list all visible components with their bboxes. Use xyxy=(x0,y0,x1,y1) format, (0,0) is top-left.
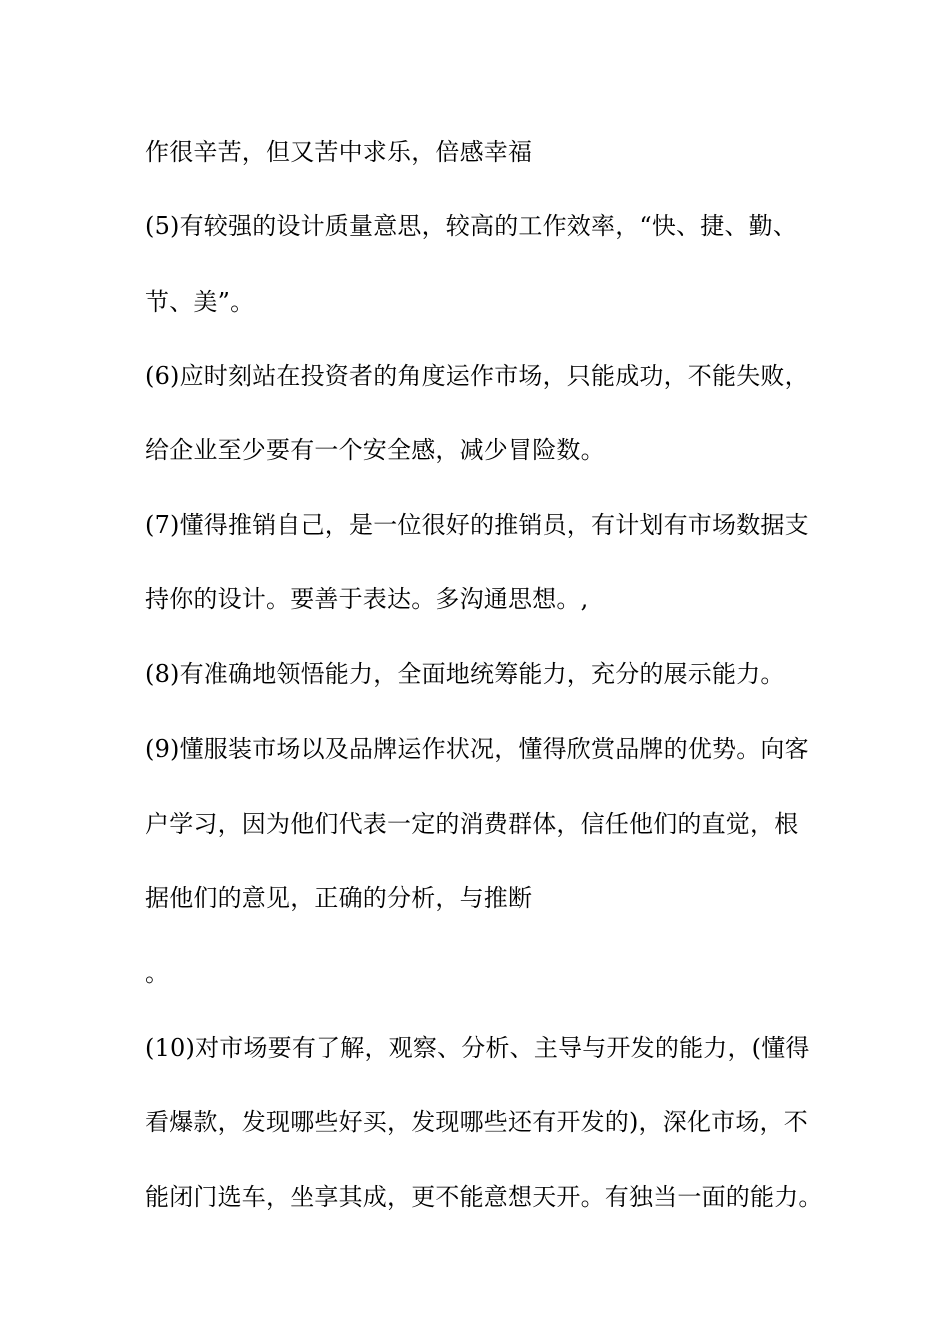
text-line: 作很辛苦，但又苦中求乐，倍感幸福 xyxy=(145,138,533,166)
text-line: 节、美”。 xyxy=(145,288,255,316)
text-line: (9)懂服装市场以及品牌运作状况，懂得欣赏品牌的优势。向客 xyxy=(145,735,809,763)
text-line: 给企业至少要有一个安全感，减少冒险数。 xyxy=(145,436,605,464)
text-line: 持你的设计。要善于表达。多沟通思想。, xyxy=(145,585,589,613)
text-line: (6)应时刻站在投资者的角度运作市场，只能成功，不能失败， xyxy=(145,362,809,390)
text-line: 据他们的意见，正确的分析，与推断 xyxy=(145,884,533,912)
text-line: (10)对市场要有了解，观察、分析、主导与开发的能力，(懂得 xyxy=(145,1034,810,1062)
text-line: 。 xyxy=(145,959,170,987)
text-line: 户学习，因为他们代表一定的消费群体，信任他们的直觉，根 xyxy=(145,810,799,838)
text-line: (7)懂得推销自己，是一位很好的推销员，有计划有市场数据支 xyxy=(145,511,809,539)
text-line: (5)有较强的设计质量意思，较高的工作效率，“快、捷、勤、 xyxy=(145,212,798,240)
text-line: (8)有准确地领悟能力，全面地统筹能力，充分的展示能力。 xyxy=(145,660,785,688)
text-line: 能闭门选车，坐享其成，更不能意想天开。有独当一面的能力。 xyxy=(145,1183,823,1211)
text-line: 看爆款，发现哪些好买，发现哪些还有开发的)，深化市场，不 xyxy=(145,1108,808,1136)
